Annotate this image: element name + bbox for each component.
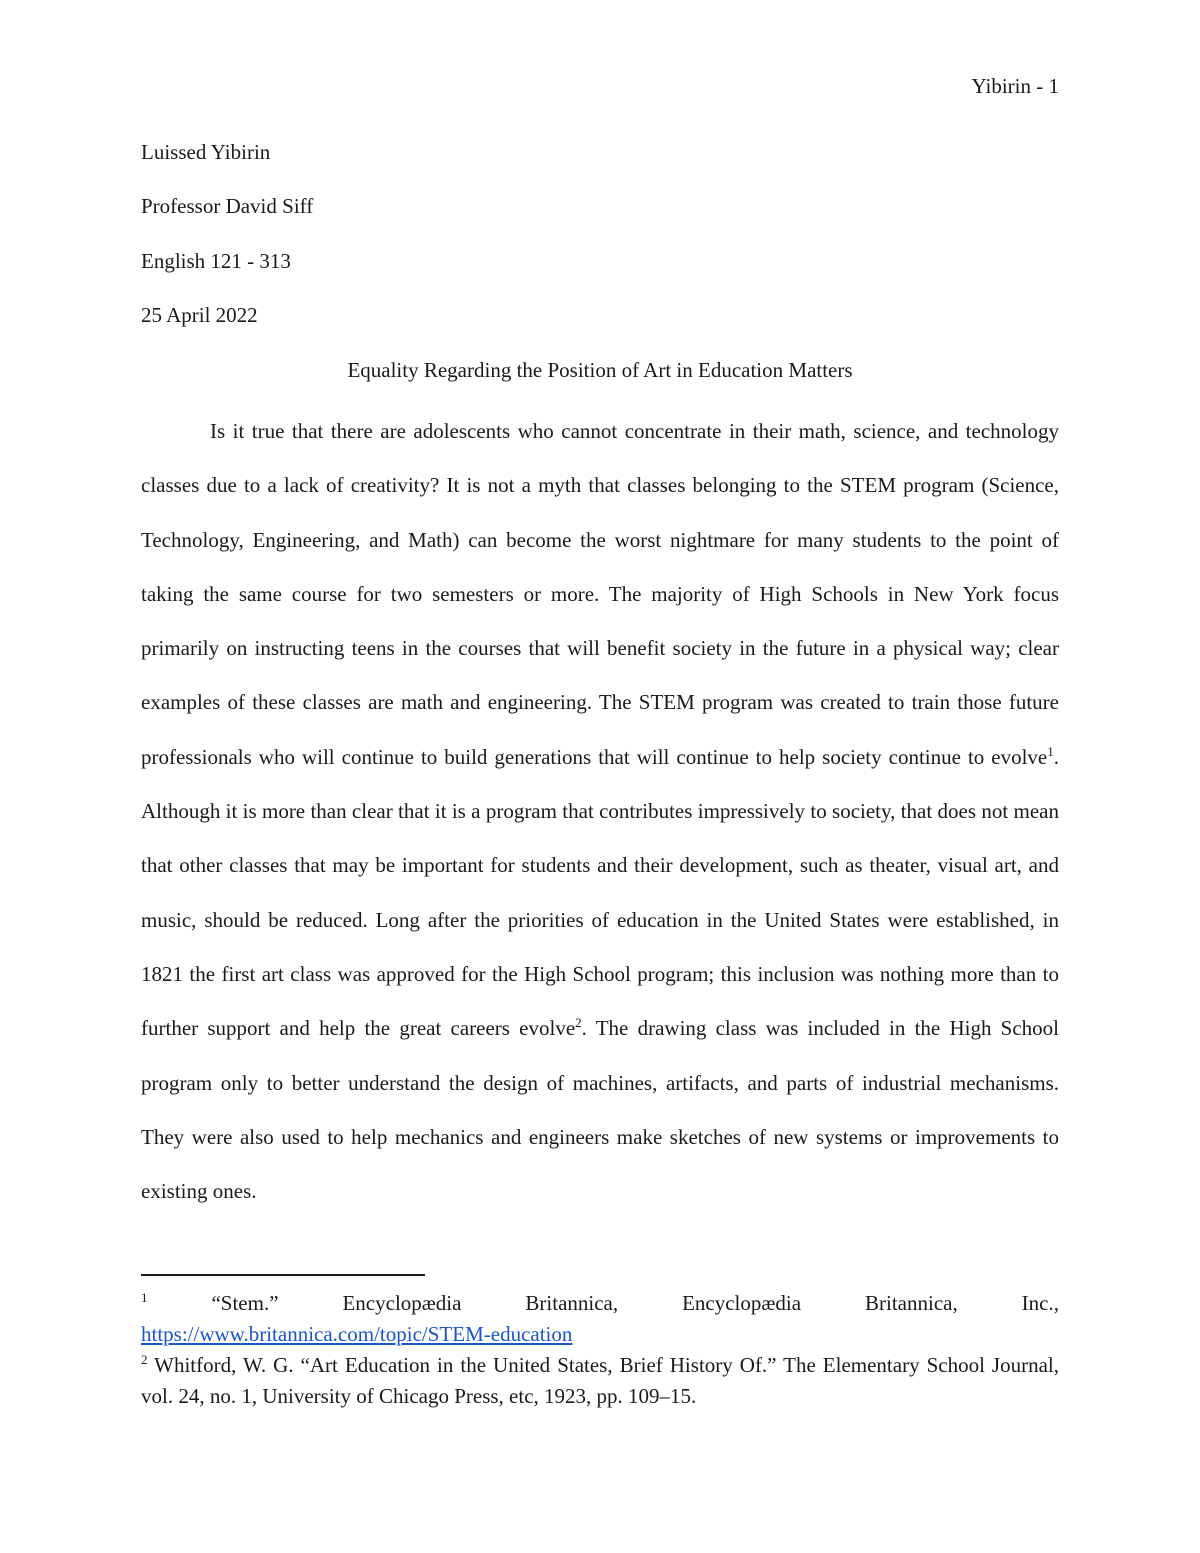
footnote-text: Whitford, W. G. “Art Education in the United States, Brief History Of.” The Elementary School Journal, vol. 24, no. 1, University of Chicago Press, etc, 1923, pp. 109–15. — [141, 1353, 1059, 1408]
submission-date: 25 April 2022 — [141, 302, 258, 327]
footnotes — [141, 1288, 1059, 1412]
footnote-reference[interactable]: 1 — [1047, 743, 1054, 759]
footnote-number: 1 — [141, 1290, 148, 1305]
footnote-reference[interactable]: 2 — [575, 1015, 582, 1031]
course-name: English 121 - 313 — [141, 248, 291, 273]
body-paragraph — [141, 404, 1059, 1218]
body-text-segment: Is it true that there are adolescents who cannot concentrate in their math, science, and technology classes due to a lack of creativity? It is not a myth that classes belonging to the STEM program (Science, Technology, Engineering, and Math) can become the worst nightmare for many students to the point of taking the same course for two semesters or more. The majority of High Schools in New York focus primarily on instructing teens in the courses that will benefit society in the future in a physical way; clear examples of these classes are math and engineering. The STEM program was created to train those future professionals who will continue to build generations that will continue to help society continue to evolve — [141, 419, 1059, 769]
body-text-segment: . The drawing class was included in the High School program only to better understand the design of machines, artifacts, and parts of industrial mechanisms. They were also used to help mechanics and engineers make sketches of new systems or improvements to existing ones. — [141, 1016, 1059, 1204]
professor-name: Professor David Siff — [141, 194, 314, 219]
footnote-text: “Stem.” Encyclopædia Britannica, Encyclopædia Britannica, Inc., — [147, 1291, 1059, 1315]
footnote-2 — [141, 1350, 1059, 1412]
running-head: Yibirin - 1 — [971, 74, 1059, 98]
body-text-segment: . Although it is more than clear that it is a program that contributes impressively to society, that does not mean that other classes that may be important for students and their development, such as theater, visual art, and music, should be reduced. Long after the priorities of education in the United States were established, in 1821 the first art class was approved for the High School program; this inclusion was nothing more than to further support and help the great careers evolve — [141, 744, 1059, 1041]
essay-title: Equality Regarding the Position of Art in Education Matters — [347, 358, 853, 382]
author-name: Luissed Yibirin — [141, 140, 271, 164]
footnote-1 — [141, 1288, 1059, 1350]
mla-heading — [141, 137, 1059, 354]
footnote-separator — [141, 1274, 425, 1276]
footnote-link[interactable]: https://www.britannica.com/topic/STEM-education — [141, 1322, 573, 1346]
footnote-number: 2 — [141, 1352, 148, 1367]
